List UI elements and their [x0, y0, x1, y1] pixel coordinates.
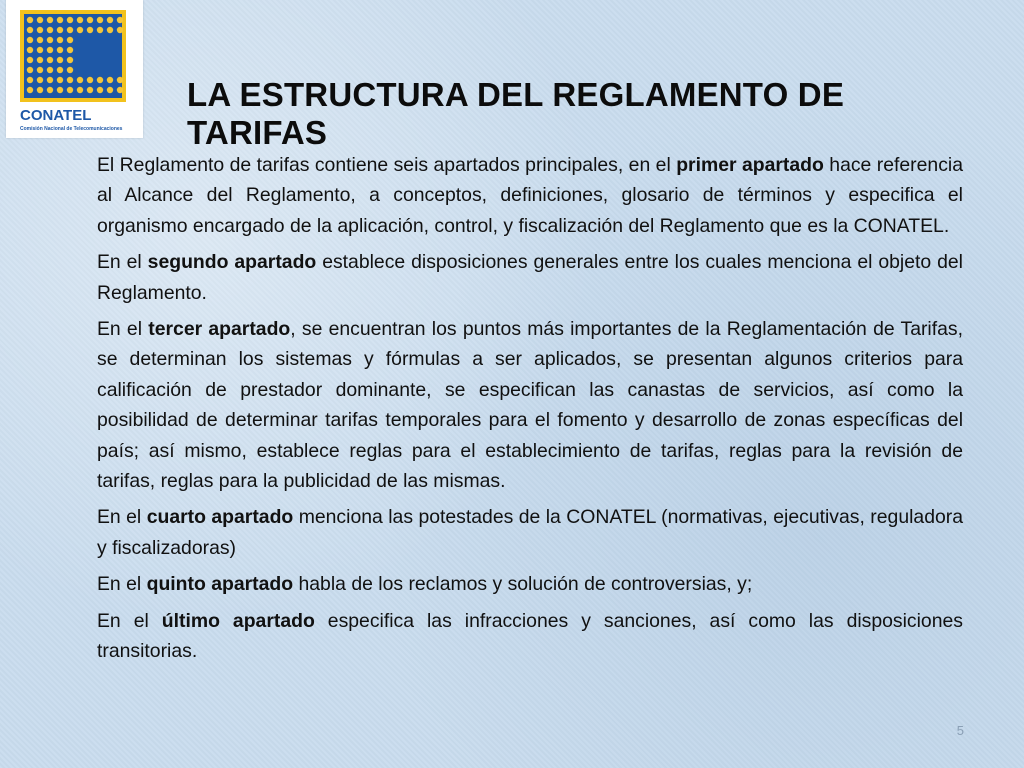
paragraph-4-text-b: menciona las potestades de la CONATEL (normativas, ejecutivas, reguladora y fiscalizadoras) — [97, 506, 963, 559]
logo-dot — [107, 17, 113, 23]
logo-dot — [97, 17, 103, 23]
logo-dot — [97, 27, 103, 33]
logo-dot — [57, 87, 63, 93]
logo-dot — [117, 77, 123, 83]
logo-dot — [87, 27, 93, 33]
logo-subtitle-text: Comisión Nacional de Telecomunicaciones — [20, 126, 123, 132]
paragraph-6-text-b: especifica las infracciones y sanciones, así como las disposiciones transitorias. — [97, 609, 963, 663]
paragraph-1-text-a: El Reglamento de tarifas contiene seis apartados principales, en el — [97, 154, 677, 176]
logo-dot — [57, 27, 63, 33]
paragraph-5-text-a: En el — [97, 573, 147, 596]
logo-dot — [117, 17, 123, 23]
logo-brand-text: CONATEL — [20, 107, 92, 124]
logo-dot — [47, 67, 53, 73]
logo-dot — [97, 87, 103, 93]
logo-dot — [47, 17, 53, 23]
paragraph-3-bold: tercer apartado — [148, 318, 291, 341]
logo-dot — [67, 37, 73, 43]
logo-dot — [47, 87, 53, 93]
logo-dot — [57, 77, 63, 83]
logo-dot — [67, 77, 73, 83]
slide-body — [97, 150, 963, 673]
logo-dot — [37, 57, 43, 63]
paragraph-6 — [97, 606, 963, 667]
logo-dot — [47, 77, 53, 83]
paragraph-5 — [97, 569, 963, 599]
paragraph-1-text-b: hace referencia al Alcance del Reglamento, a conceptos, definiciones, glosario de términos y especifica el organismo encargado de la aplicación, control, y fiscalización del Reglamento que es la CONATEL. — [97, 154, 963, 237]
logo-dot — [47, 57, 53, 63]
logo-dot — [27, 77, 33, 83]
logo-dot — [77, 27, 83, 33]
logo-dot — [27, 47, 33, 53]
logo-dot — [37, 47, 43, 53]
logo-dot — [27, 67, 33, 73]
paragraph-1 — [97, 150, 963, 241]
logo-dot — [47, 37, 53, 43]
logo-dot — [27, 87, 33, 93]
logo-dot — [107, 87, 113, 93]
logo-dot — [37, 67, 43, 73]
logo-dot — [67, 57, 73, 63]
logo-dot — [67, 67, 73, 73]
logo-dot — [57, 37, 63, 43]
logo-dot — [97, 77, 103, 83]
paragraph-5-text-b: habla de los reclamos y solución de controversias, y; — [293, 573, 753, 596]
logo-dot — [107, 77, 113, 83]
logo-dot — [27, 17, 33, 23]
logo-dot — [107, 27, 113, 33]
logo-dot — [87, 17, 93, 23]
logo-dot — [57, 47, 63, 53]
slide-title: LA ESTRUCTURA DEL REGLAMENTO DE TARIFAS — [187, 76, 845, 151]
logo-dot — [37, 37, 43, 43]
paragraph-6-text-a: En el — [97, 609, 162, 632]
logo-dot — [27, 37, 33, 43]
paragraph-2 — [97, 247, 963, 308]
logo-dot — [77, 77, 83, 83]
paragraph-2-text-b: establece disposiciones generales entre los cuales menciona el objeto del Reglamento. — [97, 251, 963, 304]
logo-dot — [37, 17, 43, 23]
logo-dot — [57, 57, 63, 63]
paragraph-3 — [97, 314, 963, 496]
logo-dot — [37, 77, 43, 83]
paragraph-5-bold: quinto apartado — [146, 573, 294, 596]
logo-dot — [77, 87, 83, 93]
logo-dot — [117, 87, 123, 93]
paragraph-4-text-a: En el — [97, 506, 147, 529]
paragraph-2-text-a: En el — [97, 251, 148, 274]
conatel-logo-graphic — [6, 0, 143, 138]
logo-dot — [67, 47, 73, 53]
logo-dot — [37, 27, 43, 33]
logo-dot — [117, 27, 123, 33]
logo-dot — [87, 77, 93, 83]
paragraph-4 — [97, 502, 963, 563]
logo-dot — [47, 27, 53, 33]
logo-dot — [27, 57, 33, 63]
logo-dot — [87, 87, 93, 93]
logo-dot — [47, 47, 53, 53]
page-number: 5 — [956, 723, 964, 738]
logo-dot — [67, 27, 73, 33]
conatel-logo — [6, 0, 143, 138]
logo-dot — [77, 17, 83, 23]
logo-dot — [27, 27, 33, 33]
logo-dot — [67, 17, 73, 23]
paragraph-2-bold: segundo apartado — [147, 251, 317, 274]
logo-dot — [57, 67, 63, 73]
paragraph-3-text-a: En el — [97, 318, 149, 341]
logo-dot — [57, 17, 63, 23]
logo-dot — [37, 87, 43, 93]
logo-dot — [67, 87, 73, 93]
paragraph-1-bold: primer apartado — [676, 154, 824, 176]
paragraph-3-text-b: , se encuentran los puntos más importantes de la Reglamentación de Tarifas, se determinan los sistemas y fórmulas a ser aplicados, se presentan algunos criterios para calificación de prestador dominante, se especifican las canastas de servicios, así como la posibilidad de determinar tarifas temporales para el fomento y desarrollo de zonas específicas del país; así mismo, establece reglas para el establecimiento de tarifas, reglas para la revisión de tarifas, reglas para la publicidad de las mismas. — [97, 318, 963, 493]
paragraph-6-bold: último apartado — [161, 609, 315, 632]
paragraph-4-bold: cuarto apartado — [146, 506, 294, 529]
